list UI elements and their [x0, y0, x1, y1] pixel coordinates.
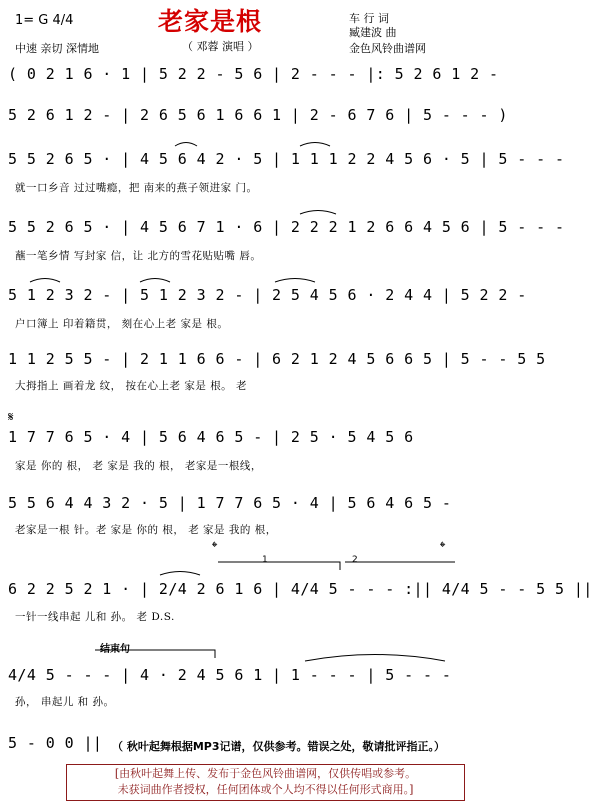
publisher-credit: 金色风铃曲谱网 [349, 42, 426, 55]
notation-row-10: 4/4 5 - - - | 4 · 2 4 5 6 1 | 1 - - - | 5 - - - [8, 666, 452, 684]
lyric-row-8: 孙， 串起儿 和 孙。 [15, 696, 115, 708]
slur [300, 211, 336, 215]
notation-row-8: 5 5 6 4 4 3 2 · 5 | 1 7 7 6 5 · 4 | 5 6 4 6 5 - [8, 494, 452, 512]
volta-second-ending-label: 2 [352, 555, 358, 565]
lyric-row-6: 老家是一根 针。老 家是 你的 根， 老 家是 我的 根， [15, 524, 277, 536]
lyric-row-2: 蘸一笔乡情 写封家 信，让 北方的雪花贴贴嘴 唇。 [15, 250, 262, 262]
composer-credit: 臧建波 曲 [349, 26, 397, 39]
notation-row-2: 5 2 6 1 2 - | 2 6 5 6 1 6 6 1 | 2 - 6 7 6 | 5 - - - ) [8, 106, 508, 124]
volta-bracket-1 [218, 562, 340, 570]
lyric-row-7: 一针一线串起 儿和 孙。 老 D.S. [15, 611, 175, 623]
slur [175, 143, 197, 147]
notation-row-7: 1 7 7 6 5 · 4 | 5 6 4 6 5 - | 2 5 · 5 4 5 6 [8, 428, 414, 446]
ending-bracket [95, 650, 215, 658]
notation-row-6: 1 1 2 5 5 - | 2 1 1 6 6 - | 6 2 1 2 4 5 6 6 5 | 5 - - 5 5 [8, 350, 546, 368]
coda-sign: 𝄌 [212, 538, 218, 556]
lyric-row-3: 户口簿上 印着籍贯， 刻在心上老 家是 根。 [15, 318, 229, 330]
notation-row-1: ( 0 2 1 6 · 1 | 5 2 2 - 5 6 | 2 - - - |: 5 2 6 1 2 - [8, 65, 499, 83]
key-signature: 1= G 4/4 [15, 13, 74, 28]
copyright-line-2: 未获词曲作者授权，任何团体或个人均不得以任何形式商用。] [117, 783, 414, 796]
copyright-line-1: [由秋叶起舞上传、发布于金色风铃曲谱网，仅供传唱或参考。 [114, 767, 417, 780]
transcription-remark: （ 秋叶起舞根据MP3记谱，仅供参考。错误之处，敬请批评指正。） [112, 740, 445, 753]
ending-section-label: 结束句 [100, 644, 130, 655]
volta-first-ending-label: 1 [262, 555, 268, 565]
notation-row-4: 5 5 2 6 5 · | 4 5 6 7 1 · 6 | 2 2 2 1 2 6 6 4 5 6 | 5 - - - [8, 218, 565, 236]
notation-row-11: 5 - 0 0 || [8, 734, 103, 752]
coda-sign: 𝄌 [440, 538, 446, 556]
slur [275, 279, 315, 283]
slur [30, 279, 60, 283]
singer-credit: （ 邓蓉 演唱 ） [182, 40, 259, 53]
segno-sign: 𝄋 [8, 410, 14, 425]
lyricist-credit: 车 行 词 [349, 12, 389, 25]
lyric-row-5: 家是 你的 根， 老 家是 我的 根， 老家是一根线， [15, 460, 262, 472]
lyric-row-4: 大拇指上 画着龙 纹， 按在心上老 家是 根。 老 [15, 380, 248, 392]
slur [140, 279, 170, 283]
slur [305, 655, 445, 662]
notation-row-9: 6 2 2 5 2 1 · | 2/4 2 6 1 6 | 4/4 5 - - - :|| 4/4 5 - - 5 5 || [8, 580, 593, 598]
slur [160, 572, 200, 576]
tempo-marking: 中速 亲切 深情地 [15, 42, 99, 55]
slur [300, 143, 330, 147]
copyright-notice [66, 764, 465, 801]
song-title: 老家是根 [158, 7, 263, 36]
notation-row-3: 5 5 2 6 5 · | 4 5 6 4 2 · 5 | 1 1 1 2 2 4 5 6 · 5 | 5 - - - [8, 150, 565, 168]
notation-row-5: 5 1 2 3 2 - | 5 1 2 3 2 - | 2 5 4 5 6 · 2 4 4 | 5 2 2 - [8, 286, 527, 304]
lyric-row-1: 就一口乡音 过过嘴瘾，把 南来的燕子领进家 门。 [15, 182, 258, 194]
